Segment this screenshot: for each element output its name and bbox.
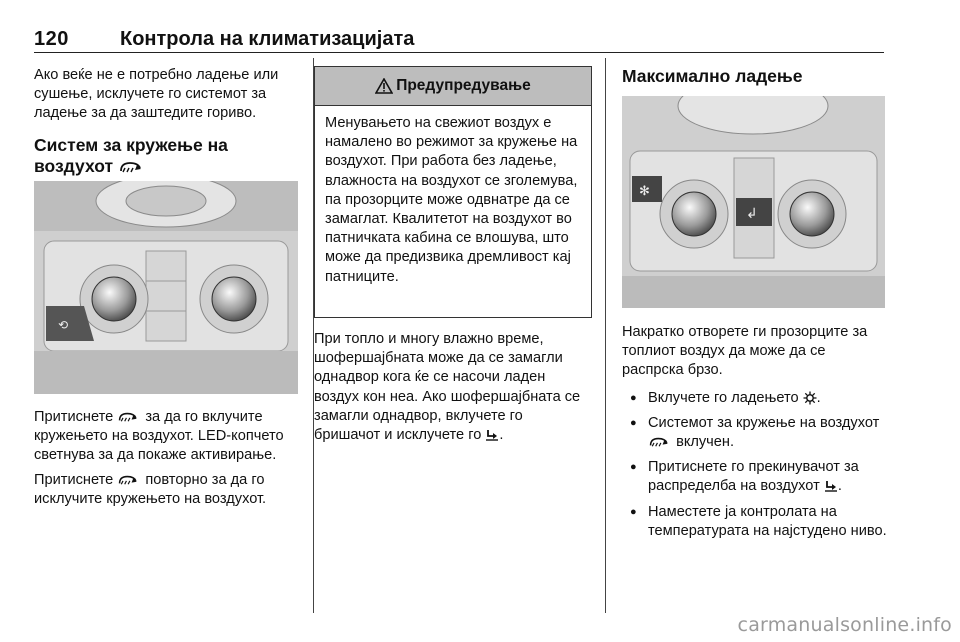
column-2-lower <box>314 330 592 445</box>
column-1-lower <box>34 408 302 509</box>
recirc-on-paragraph: Притиснете за да го вклучите кружењето на воздухот. LED-копчето светнува за да покаже активирање. <box>34 409 284 464</box>
climate-panel-image-1 <box>34 181 298 394</box>
column-3 <box>622 66 886 87</box>
max-cooling-heading: Максимално ладење <box>622 66 803 86</box>
list-item: ● Системот за кружење на воздухот вклучен. <box>622 414 888 452</box>
page-number: 120 <box>34 28 69 50</box>
recirculation-icon <box>117 410 141 424</box>
intro-paragraph: Ако веќе не е потребно ладење или сушење, исклучете го системот за ладење за да заштедите гориво. <box>34 67 279 122</box>
warning-text: Менувањето на свежиот воздух е намалено во режимот за кружење на воздухот. При работа без ладење, влажноста на воздухот се зголемува, па прозорците може одвнатре да се замаглат. Квалитетот на воздухот во патничката кабина се влошува, што може да предизвика дремливост кај патниците. <box>325 115 578 285</box>
list-item: ● Вклучете го ладењето . <box>622 389 888 408</box>
climate-panel-image-2 <box>622 96 885 308</box>
svg-text:✻: ✻ <box>639 184 650 199</box>
recirculation-icon <box>648 435 672 449</box>
list-item: ● Наместете ја контролата на температурата на најстудено ниво. <box>622 503 888 541</box>
warning-box <box>314 66 592 318</box>
max-cooling-steps <box>622 389 888 541</box>
ac-snowflake-icon <box>803 391 817 405</box>
chapter-title: Контрола на климатизацијата <box>120 28 415 50</box>
column-3-lower <box>622 323 888 547</box>
recirculation-icon <box>118 159 146 175</box>
list-item: ● Притиснете го прекинувачот за распределба на воздухот . <box>622 458 888 496</box>
svg-text:⟲: ⟲ <box>58 318 69 332</box>
column-1 <box>34 66 302 177</box>
windscreen-paragraph: При топло и многу влажно време, шофершајбната може да се замагли однадвор кога ќе се насочи ладен воздух кон неа. Ако шофершајбната се замагли однадвор, вклучете го бришачот и исклучете го . <box>314 331 581 444</box>
max-cooling-paragraph: Накратко отворете ги прозорците за топлиот воздух да може да се распрска брзо. <box>622 324 868 379</box>
recirc-off-paragraph: Притиснете повторно за да го исклучите кружењето на воздухот. <box>34 471 267 507</box>
air-distribution-icon <box>824 479 838 493</box>
air-distribution-icon <box>485 428 499 442</box>
recirculation-icon <box>117 473 141 487</box>
warning-triangle-icon <box>375 78 393 94</box>
column-divider <box>605 58 606 613</box>
warning-header: Предупредување <box>315 67 591 106</box>
recirculation-heading: Систем за кружење на воздухот <box>34 134 228 176</box>
svg-text:↲: ↲ <box>746 206 758 222</box>
page-header <box>34 26 884 53</box>
watermark: carmanualsonline.info <box>737 614 952 636</box>
